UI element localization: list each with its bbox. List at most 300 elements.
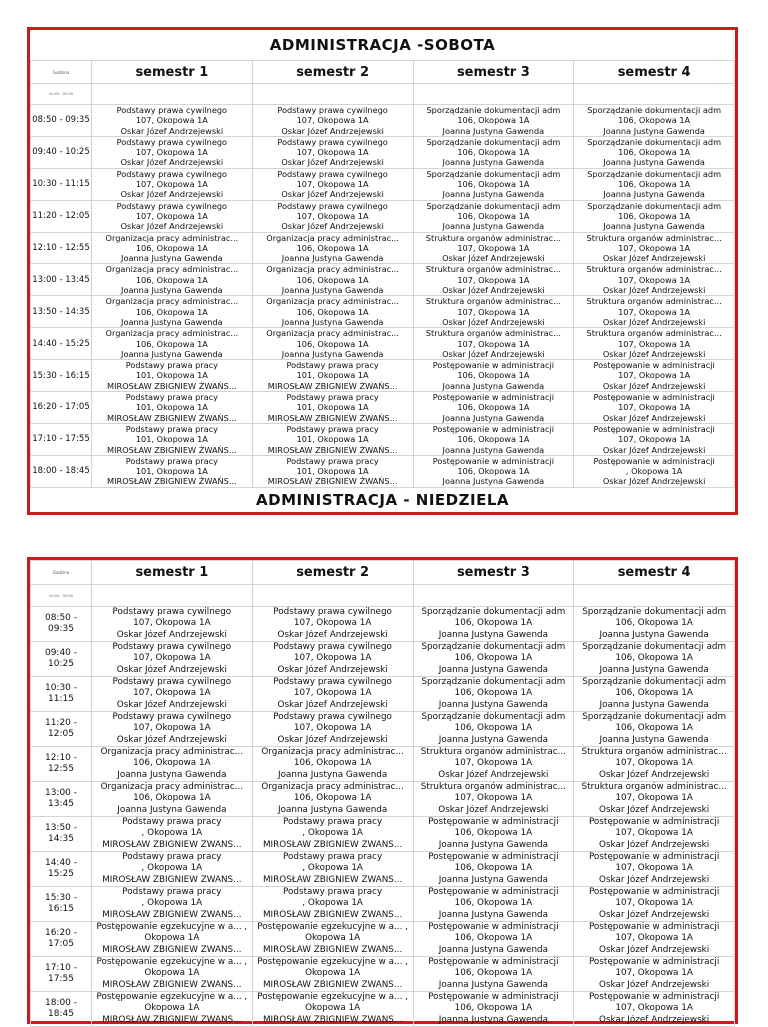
class-cell	[92, 232, 253, 264]
course-name: Podstawy prawa pracy	[125, 455, 219, 466]
class-cell	[92, 328, 253, 360]
room-location: Okopowa 1A	[305, 968, 361, 979]
class-cell	[92, 136, 253, 168]
class-cell	[92, 957, 253, 992]
class-cell	[252, 747, 413, 782]
room-location: 107, Okopowa 1A	[457, 274, 530, 285]
course-name: Postępowanie egzekucyjne w a... ,	[96, 992, 248, 1003]
table-row	[31, 922, 735, 957]
class-cell	[252, 852, 413, 887]
room-location: 107, Okopowa 1A	[457, 306, 530, 317]
class-cell	[252, 677, 413, 712]
course-name: Postępowanie w administracji	[593, 455, 715, 466]
room-location: 107, Okopowa 1A	[293, 723, 372, 734]
course-name: Podstawy prawa pracy	[125, 392, 219, 403]
room-location: 106, Okopowa 1A	[615, 618, 693, 629]
class-cell	[413, 782, 574, 817]
time-slot: 13:00 - 13:45	[31, 782, 92, 817]
sunday-rows	[31, 585, 735, 1027]
teacher-name: MIROSŁAW ZBIGNIEW ŻWAŃS...	[262, 839, 403, 850]
course-name: Sporządzanie dokumentacji adm	[587, 136, 722, 147]
class-cell	[413, 328, 574, 360]
time-slot: 15:30 - 16:15	[31, 360, 92, 392]
course-name: Organizacja pracy administrac...	[266, 232, 399, 243]
table-row	[31, 852, 735, 887]
teacher-name: Joanna Justyna Gawenda	[442, 476, 545, 487]
class-cell	[574, 607, 735, 642]
teacher-name: Oskar Józef Andrzejewski	[438, 804, 549, 815]
class-cell	[574, 105, 735, 137]
semester-header: semestr 4	[574, 561, 735, 585]
time-slot: 14:40 - 15:25	[31, 852, 92, 887]
class-cell	[92, 887, 253, 922]
course-name: Sporządzanie dokumentacji adm	[421, 712, 566, 723]
teacher-name: Joanna Justyna Gawenda	[281, 285, 384, 296]
teacher-name: Oskar Józef Andrzejewski	[281, 189, 384, 200]
course-name: Struktura organów administrac...	[581, 782, 727, 793]
course-name: Organizacja pracy administrac...	[261, 747, 404, 758]
room-location: , Okopowa 1A	[625, 466, 683, 477]
time-slot: 13:50 - 14:35	[31, 817, 92, 852]
time-slot: 10:30 - 11:15	[31, 168, 92, 200]
room-location: 106, Okopowa 1A	[454, 828, 533, 839]
room-location: 101, Okopowa 1A	[296, 434, 369, 445]
room-location: 106, Okopowa 1A	[457, 466, 530, 477]
class-cell	[574, 782, 735, 817]
course-name: Organizacja pracy administrac...	[105, 264, 239, 275]
course-name: Podstawy prawa cywilnego	[112, 642, 232, 653]
class-cell	[92, 455, 253, 487]
table-row	[31, 747, 735, 782]
class-cell	[574, 423, 735, 455]
placeholder-row	[31, 84, 735, 105]
class-cell	[574, 642, 735, 677]
class-cell	[252, 817, 413, 852]
class-cell	[413, 957, 574, 992]
course-name: Podstawy prawa cywilnego	[112, 712, 232, 723]
room-location: 101, Okopowa 1A	[296, 402, 369, 413]
teacher-name: Joanna Justyna Gawenda	[438, 1014, 548, 1025]
course-name: Podstawy prawa cywilnego	[277, 105, 388, 115]
teacher-name: Oskar Józef Andrzejewski	[120, 189, 224, 200]
schedule-title-saturday: ADMINISTRACJA -SOBOTA	[269, 36, 496, 54]
room-location: 107, Okopowa 1A	[133, 618, 211, 629]
room-location: Okopowa 1A	[305, 1003, 361, 1014]
room-location: , Okopowa 1A	[141, 863, 203, 874]
course-name: Podstawy prawa pracy	[125, 423, 219, 434]
room-location: 107, Okopowa 1A	[133, 653, 211, 664]
class-cell	[252, 607, 413, 642]
class-cell	[252, 992, 413, 1027]
class-cell	[574, 232, 735, 264]
course-name: Podstawy prawa cywilnego	[116, 200, 228, 211]
table-row	[31, 817, 735, 852]
class-cell	[92, 105, 253, 137]
course-name: Sporządzanie dokumentacji adm	[582, 677, 727, 688]
room-location: 106, Okopowa 1A	[296, 338, 369, 349]
course-name: Podstawy prawa cywilnego	[112, 607, 232, 618]
course-name: Postępowanie w administracji	[432, 392, 555, 403]
teacher-name: Joanna Justyna Gawenda	[599, 629, 709, 640]
room-location: 107, Okopowa 1A	[618, 338, 691, 349]
class-cell	[413, 296, 574, 328]
class-cell	[413, 607, 574, 642]
room-location: 107, Okopowa 1A	[618, 242, 691, 253]
class-cell	[92, 264, 253, 296]
course-name: Postępowanie w administracji	[432, 423, 555, 434]
course-name: Podstawy prawa cywilnego	[116, 168, 228, 179]
course-name: Struktura organów administrac...	[425, 232, 561, 243]
course-name: Postępowanie w administracji	[432, 360, 555, 371]
course-name: Postępowanie egzekucyjne w a... ,	[96, 957, 248, 968]
course-name: Podstawy prawa pracy	[283, 887, 383, 898]
time-slot: 13:00 - 13:45	[31, 264, 92, 296]
course-name: Organizacja pracy administrac...	[100, 747, 244, 758]
time-slot: 09:40 - 10:25	[31, 136, 92, 168]
room-location: 106, Okopowa 1A	[133, 793, 211, 804]
class-cell	[413, 887, 574, 922]
class-cell	[574, 392, 735, 424]
course-name: Sporządzanie dokumentacji adm	[421, 607, 566, 618]
course-name: Podstawy prawa pracy	[125, 360, 219, 371]
class-cell	[92, 677, 253, 712]
saturday-rows	[31, 84, 735, 488]
course-name: Postępowanie w administracji	[428, 817, 559, 828]
room-location: 101, Okopowa 1A	[296, 370, 369, 381]
class-cell	[413, 360, 574, 392]
time-slot: 15:30 - 16:15	[31, 887, 92, 922]
room-location: 106, Okopowa 1A	[133, 758, 211, 769]
empty-cell	[92, 585, 253, 607]
class-cell	[92, 642, 253, 677]
table-row	[31, 200, 735, 232]
class-cell	[92, 817, 253, 852]
course-name: Postępowanie w administracji	[428, 957, 559, 968]
teacher-name: MIROSŁAW ZBIGNIEW ŻWAŃS...	[102, 909, 242, 920]
room-location: 107, Okopowa 1A	[135, 179, 208, 190]
class-cell	[252, 392, 413, 424]
course-name: Sporządzanie dokumentacji adm	[582, 712, 727, 723]
class-cell	[574, 168, 735, 200]
course-name: Sporządzanie dokumentacji adm	[421, 677, 566, 688]
teacher-name: Joanna Justyna Gawenda	[442, 221, 545, 232]
teacher-name: Oskar Józef Andrzejewski	[602, 444, 706, 455]
room-location: 106, Okopowa 1A	[296, 306, 369, 317]
teacher-name: Joanna Justyna Gawenda	[599, 699, 709, 710]
room-location: 107, Okopowa 1A	[296, 147, 369, 158]
room-location: 101, Okopowa 1A	[135, 466, 208, 477]
teacher-name: Oskar Józef Andrzejewski	[602, 348, 706, 359]
teacher-name: Oskar Józef Andrzejewski	[599, 804, 710, 815]
room-location: 106, Okopowa 1A	[457, 115, 530, 126]
class-cell	[252, 360, 413, 392]
table-row	[31, 264, 735, 296]
room-location: , Okopowa 1A	[302, 828, 363, 839]
teacher-name: Oskar Józef Andrzejewski	[599, 909, 710, 920]
room-location: 107, Okopowa 1A	[296, 210, 369, 221]
teacher-name: Joanna Justyna Gawenda	[438, 944, 548, 955]
teacher-name: Joanna Justyna Gawenda	[438, 699, 548, 710]
teacher-name: MIROSŁAW ZBIGNIEW ŻWAŃS...	[262, 944, 403, 955]
room-location: 106, Okopowa 1A	[135, 274, 208, 285]
teacher-name: Oskar Józef Andrzejewski	[599, 944, 710, 955]
teacher-name: Oskar Józef Andrzejewski	[602, 476, 706, 487]
class-cell	[252, 264, 413, 296]
course-name: Struktura organów administrac...	[425, 328, 561, 339]
class-cell	[92, 360, 253, 392]
class-cell	[413, 922, 574, 957]
teacher-name: MIROSŁAW ZBIGNIEW ŻWAŃS...	[262, 874, 403, 885]
sunday-schedule-table	[30, 560, 735, 1027]
time-slot: 12:10 - 12:55	[31, 747, 92, 782]
teacher-name: Joanna Justyna Gawenda	[442, 444, 545, 455]
class-cell	[252, 296, 413, 328]
table-row	[31, 328, 735, 360]
teacher-name: Joanna Justyna Gawenda	[438, 629, 548, 640]
room-location: 107, Okopowa 1A	[135, 210, 208, 221]
class-cell	[92, 922, 253, 957]
teacher-name: Joanna Justyna Gawenda	[121, 253, 223, 264]
class-cell	[252, 887, 413, 922]
course-name: Postępowanie w administracji	[428, 992, 559, 1003]
time-slot: 11:20 - 12:05	[31, 712, 92, 747]
class-cell	[92, 296, 253, 328]
class-cell	[92, 747, 253, 782]
course-name: Organizacja pracy administrac...	[105, 232, 239, 243]
class-cell	[574, 712, 735, 747]
sunday-schedule-panel	[27, 557, 738, 1024]
class-cell	[92, 992, 253, 1027]
hour-column-header: Godzina	[31, 561, 92, 585]
class-cell	[574, 887, 735, 922]
course-name: Organizacja pracy administrac...	[266, 264, 399, 275]
table-row	[31, 957, 735, 992]
teacher-name: Joanna Justyna Gawenda	[121, 348, 223, 359]
course-name: Sporządzanie dokumentacji adm	[426, 168, 561, 179]
teacher-name: Joanna Justyna Gawenda	[603, 221, 705, 232]
course-name: Struktura organów administrac...	[586, 296, 722, 307]
teacher-name: Oskar Józef Andrzejewski	[281, 221, 384, 232]
teacher-name: MIROSŁAW ZBIGNIEW ŻWAŃS...	[102, 1014, 242, 1025]
class-cell	[413, 455, 574, 487]
room-location: , Okopowa 1A	[302, 898, 363, 909]
room-location: 107, Okopowa 1A	[615, 793, 693, 804]
teacher-name: Joanna Justyna Gawenda	[281, 316, 384, 327]
teacher-name: MIROSŁAW ZBIGNIEW ŻWAŃS...	[267, 444, 398, 455]
class-cell	[252, 642, 413, 677]
teacher-name: Oskar Józef Andrzejewski	[602, 285, 706, 296]
course-name: Podstawy prawa cywilnego	[273, 607, 392, 618]
teacher-name: Oskar Józef Andrzejewski	[281, 157, 384, 168]
class-cell	[252, 423, 413, 455]
teacher-name: MIROSŁAW ZBIGNIEW ŻWAŃS...	[107, 412, 237, 423]
course-name: Podstawy prawa cywilnego	[277, 200, 388, 211]
class-cell	[413, 642, 574, 677]
course-name: Podstawy prawa cywilnego	[277, 136, 388, 147]
teacher-name: Oskar Józef Andrzejewski	[442, 348, 545, 359]
class-cell	[413, 677, 574, 712]
teacher-name: Oskar Józef Andrzejewski	[116, 629, 227, 640]
teacher-name: Oskar Józef Andrzejewski	[599, 979, 710, 990]
course-name: Struktura organów administrac...	[586, 328, 722, 339]
table-row	[31, 677, 735, 712]
teacher-name: Joanna Justyna Gawenda	[603, 157, 705, 168]
header-row	[31, 61, 735, 84]
class-cell	[252, 782, 413, 817]
course-name: Struktura organów administrac...	[425, 296, 561, 307]
course-name: Podstawy prawa cywilnego	[112, 677, 232, 688]
teacher-name: Oskar Józef Andrzejewski	[599, 1014, 710, 1025]
class-cell	[574, 328, 735, 360]
room-location: 106, Okopowa 1A	[135, 242, 208, 253]
teacher-name: MIROSŁAW ZBIGNIEW ŻWAŃS...	[262, 1014, 403, 1025]
teacher-name: Oskar Józef Andrzejewski	[438, 769, 549, 780]
room-location: 101, Okopowa 1A	[135, 370, 208, 381]
room-location: 106, Okopowa 1A	[293, 758, 372, 769]
table-row	[31, 423, 735, 455]
course-name: Postępowanie w administracji	[593, 360, 715, 371]
teacher-name: Joanna Justyna Gawenda	[603, 189, 705, 200]
teacher-name: Oskar Józef Andrzejewski	[442, 253, 545, 264]
teacher-name: Oskar Józef Andrzejewski	[116, 734, 227, 745]
room-location: 106, Okopowa 1A	[457, 434, 530, 445]
class-cell	[252, 200, 413, 232]
class-cell	[92, 712, 253, 747]
course-name: Organizacja pracy administrac...	[105, 328, 239, 339]
course-name: Postępowanie egzekucyjne w a... ,	[257, 992, 408, 1003]
placeholder-time: 00:00 - 00:00	[31, 585, 92, 607]
header-row	[31, 561, 735, 585]
class-cell	[413, 992, 574, 1027]
teacher-name: Joanna Justyna Gawenda	[121, 316, 223, 327]
teacher-name: MIROSŁAW ZBIGNIEW ŻWAŃS...	[262, 909, 403, 920]
course-name: Organizacja pracy administrac...	[261, 782, 404, 793]
room-location: 106, Okopowa 1A	[618, 147, 691, 158]
teacher-name: MIROSŁAW ZBIGNIEW ŻWAŃS...	[107, 476, 237, 487]
table-row	[31, 642, 735, 677]
teacher-name: Joanna Justyna Gawenda	[442, 380, 545, 391]
teacher-name: Joanna Justyna Gawenda	[442, 125, 545, 136]
room-location: 107, Okopowa 1A	[296, 115, 369, 126]
class-cell	[413, 423, 574, 455]
room-location: 107, Okopowa 1A	[618, 402, 691, 413]
teacher-name: MIROSŁAW ZBIGNIEW ŻWAŃS...	[107, 380, 237, 391]
table-row	[31, 360, 735, 392]
room-location: 107, Okopowa 1A	[457, 338, 530, 349]
course-name: Podstawy prawa pracy	[122, 887, 222, 898]
empty-cell	[92, 84, 253, 105]
course-name: Postępowanie w administracji	[588, 887, 720, 898]
course-name: Postępowanie w administracji	[593, 392, 715, 403]
time-slot: 10:30 - 11:15	[31, 677, 92, 712]
room-location: 107, Okopowa 1A	[293, 653, 372, 664]
room-location: Okopowa 1A	[144, 1003, 200, 1014]
table-row	[31, 168, 735, 200]
room-location: 107, Okopowa 1A	[615, 828, 693, 839]
room-location: , Okopowa 1A	[141, 828, 203, 839]
class-cell	[92, 168, 253, 200]
class-cell	[252, 922, 413, 957]
time-slot: 17:10 - 17:55	[31, 957, 92, 992]
room-location: 106, Okopowa 1A	[296, 274, 369, 285]
teacher-name: Oskar Józef Andrzejewski	[277, 699, 388, 710]
class-cell	[574, 264, 735, 296]
course-name: Postępowanie w administracji	[588, 817, 720, 828]
table-row	[31, 887, 735, 922]
course-name: Postępowanie egzekucyjne w a... ,	[257, 957, 408, 968]
room-location: 107, Okopowa 1A	[615, 758, 693, 769]
time-slot: 12:10 - 12:55	[31, 232, 92, 264]
room-location: Okopowa 1A	[305, 933, 361, 944]
room-location: 101, Okopowa 1A	[135, 434, 208, 445]
teacher-name: Joanna Justyna Gawenda	[438, 734, 548, 745]
room-location: 106, Okopowa 1A	[457, 402, 530, 413]
course-name: Podstawy prawa cywilnego	[273, 642, 392, 653]
empty-cell	[413, 585, 574, 607]
room-location: 106, Okopowa 1A	[454, 1003, 533, 1014]
table-row	[31, 712, 735, 747]
class-cell	[574, 852, 735, 887]
course-name: Podstawy prawa cywilnego	[116, 136, 228, 147]
course-name: Postępowanie w administracji	[588, 922, 720, 933]
course-name: Podstawy prawa pracy	[286, 455, 379, 466]
class-cell	[413, 232, 574, 264]
empty-cell	[574, 585, 735, 607]
time-slot: 16:20 - 17:05	[31, 922, 92, 957]
room-location: 107, Okopowa 1A	[615, 1003, 693, 1014]
course-name: Postępowanie w administracji	[428, 887, 559, 898]
room-location: 106, Okopowa 1A	[457, 370, 530, 381]
teacher-name: MIROSŁAW ZBIGNIEW ŻWAŃS...	[267, 380, 398, 391]
empty-cell	[574, 84, 735, 105]
teacher-name: Joanna Justyna Gawenda	[438, 979, 548, 990]
room-location: 106, Okopowa 1A	[615, 653, 693, 664]
placeholder-time: 00:00 - 00:00	[31, 84, 92, 105]
room-location: 106, Okopowa 1A	[618, 210, 691, 221]
table-row	[31, 136, 735, 168]
teacher-name: Oskar Józef Andrzejewski	[602, 380, 706, 391]
teacher-name: Joanna Justyna Gawenda	[281, 253, 384, 264]
room-location: 107, Okopowa 1A	[615, 863, 693, 874]
course-name: Podstawy prawa cywilnego	[273, 712, 392, 723]
course-name: Struktura organów administrac...	[586, 232, 722, 243]
teacher-name: Oskar Józef Andrzejewski	[599, 874, 710, 885]
teacher-name: MIROSŁAW ZBIGNIEW ŻWAŃS...	[262, 979, 403, 990]
course-name: Podstawy prawa pracy	[286, 423, 379, 434]
teacher-name: Joanna Justyna Gawenda	[278, 804, 388, 815]
room-location: , Okopowa 1A	[141, 898, 203, 909]
course-name: Podstawy prawa pracy	[283, 852, 383, 863]
room-location: 106, Okopowa 1A	[454, 933, 533, 944]
room-location: 107, Okopowa 1A	[296, 179, 369, 190]
time-slot: 17:10 - 17:55	[31, 423, 92, 455]
course-name: Postępowanie egzekucyjne w a... ,	[257, 922, 408, 933]
teacher-name: Oskar Józef Andrzejewski	[277, 734, 388, 745]
teacher-name: MIROSŁAW ZBIGNIEW ŻWAŃS...	[107, 444, 237, 455]
course-name: Podstawy prawa cywilnego	[273, 677, 392, 688]
class-cell	[252, 136, 413, 168]
course-name: Postępowanie w administracji	[432, 455, 555, 466]
table-row	[31, 782, 735, 817]
empty-cell	[252, 585, 413, 607]
class-cell	[92, 200, 253, 232]
class-cell	[413, 264, 574, 296]
teacher-name: Joanna Justyna Gawenda	[599, 664, 709, 675]
room-location: 106, Okopowa 1A	[293, 793, 372, 804]
room-location: 106, Okopowa 1A	[135, 306, 208, 317]
teacher-name: Oskar Józef Andrzejewski	[442, 285, 545, 296]
teacher-name: Oskar Józef Andrzejewski	[120, 221, 224, 232]
